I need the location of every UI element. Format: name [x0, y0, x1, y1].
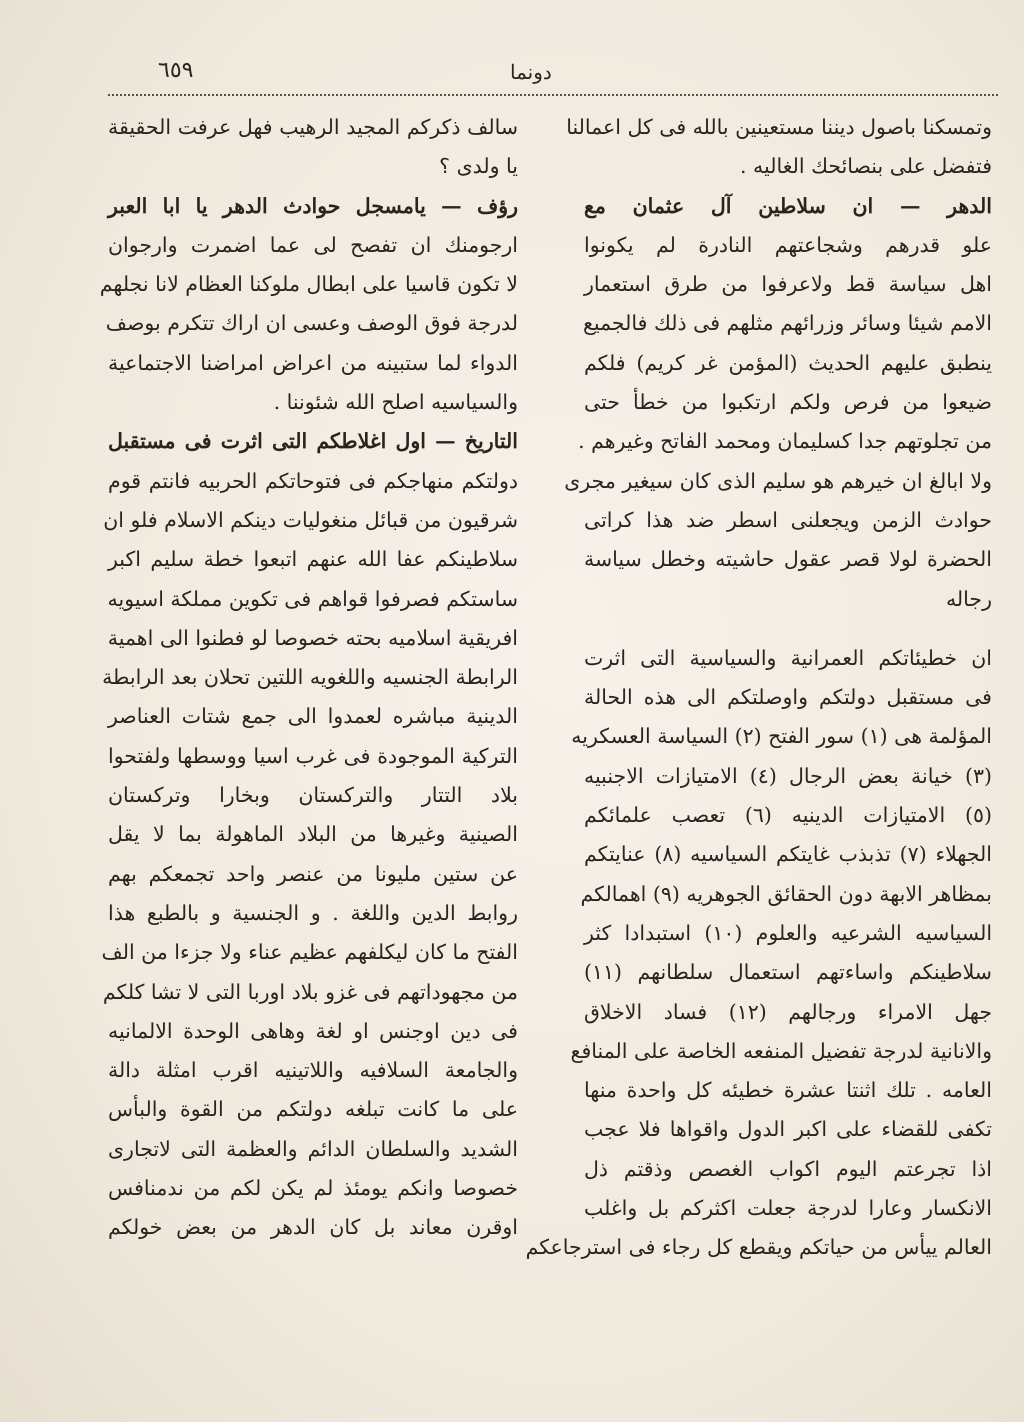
- text-line: التركية الموجودة فى غرب اسيا ووسطها ولفتحوا: [108, 743, 518, 768]
- text-line: فتفضل على بنصائحك الغاليه .: [740, 154, 992, 179]
- paragraph-gap: [584, 619, 992, 639]
- text-line: سالف ذكركم المجيد الرهيب فهل عرفت الحقيقة: [108, 115, 518, 139]
- text-line: يا ولدى ؟: [439, 154, 518, 179]
- text-line: الامم شيئا وسائر وزرائهم مثلهم فى ذلك فالجميع: [582, 311, 992, 336]
- text-line: الانكسار وعارا لدرجة جعلت اكثركم بل واغلب: [584, 1196, 992, 1221]
- header-rule: [108, 94, 998, 96]
- text-line: العالم ييأس من حياتكم ويقطع كل رجاء فى استرجاعكم: [525, 1235, 992, 1260]
- text-line: بلاد التتار والتركستان وبخارا وتركستان: [108, 783, 518, 808]
- text-line: حوادث الزمن ويجعلنى اسطر ضد هذا كراتى: [584, 507, 992, 532]
- text-line: سلاطينكم عفا الله عنهم اتبعوا خطة سليم اكبر: [108, 547, 518, 572]
- text-line: دولتكم منهاجكم فى فتوحاتكم الحربيه فانتم قوم: [108, 468, 518, 493]
- text-line: الجهلاء (٧) تذبذب غايتكم السياسيه (٨) عنايتكم: [584, 842, 992, 867]
- text-line: (٥) الامتيازات الدينيه (٦) تعصب علمائكم: [584, 803, 992, 828]
- text-line: خصوصا وانكم يومئذ لم يكن لكم من ندمنافس: [108, 1176, 518, 1201]
- text-line: (٣) خيانة بعض الرجال (٤) الامتيازات الاجنبيه: [584, 763, 992, 788]
- text-line: السياسيه الشرعيه والعلوم (١٠) استبدادا كثر: [584, 920, 993, 945]
- text-line: والانانية لدرجة تفضيل المنفعه الخاصة على المنافع: [570, 1038, 992, 1063]
- right-text-column: [525, 108, 993, 1268]
- text-line: روابط الدين واللغة . و الجنسية و بالطبع هذا: [108, 900, 518, 925]
- text-line: ان خطيئاتكم العمرانية والسياسية التى اثرت: [584, 645, 992, 670]
- text-line: اذا تجرعتم اليوم اكواب الغصص وذقتم ذل: [584, 1156, 992, 1181]
- text-line: بمظاهر الابهة دون الحقائق الجوهريه (٩) اهمالكم: [580, 881, 992, 906]
- text-line: التاريخ — اول اغلاطكم التى اثرت فى مستقبل: [108, 429, 518, 454]
- text-line: عن ستين مليونا من عنصر واحد تجمعكم بهم: [108, 861, 518, 886]
- text-line: سلاطينكم واساءتهم استعمال سلطانهم (١١): [584, 960, 992, 985]
- text-line: لدرجة فوق الوصف وعسى ان اراك تتكرم بوصف: [105, 311, 518, 336]
- text-line: علو قدرهم وشجاعتهم النادرة لم يكونوا: [584, 232, 992, 257]
- text-line: افريقية اسلاميه بحته خصوصا لو فطنوا الى اهمية: [107, 625, 518, 650]
- text-line: ينطبق عليهم الحديث (المؤمن غر كريم) فلكم: [584, 350, 992, 375]
- left-text-column: [99, 108, 518, 1248]
- text-line: الشديد والسلطان الدائم والعظمة التى لاتجارى: [108, 1136, 518, 1161]
- page-number: ٦٥٩: [158, 58, 194, 83]
- text-line: وتمسكنا باصول ديننا مستعينين بالله فى كل اعمالنا: [566, 115, 992, 139]
- text-line: اهل سياسة قط ولاعرفوا من طرق استعمار: [584, 272, 992, 297]
- text-line: جهل الامراء ورجالهم (١٢) فساد الاخلاق: [584, 999, 992, 1024]
- text-line: شرقيون من قبائل منغوليات دينكم الاسلام فلو ان: [103, 507, 518, 532]
- page-header: [110, 58, 1010, 90]
- text-line: من مجهوداتهم فى غزو بلاد اوربا التى لا تشا كلكم: [102, 979, 518, 1004]
- text-line: الصينية وغيرها من البلاد الماهولة بما لا يقل: [108, 822, 518, 847]
- text-line: والجامعة السلافيه واللاتينيه اقرب امثلة دالة: [108, 1058, 518, 1083]
- text-line: والسياسيه اصلح الله شئوننا .: [273, 390, 518, 415]
- text-line: ارجومنك ان تفصح لى عما اضمرت وارجوان: [108, 232, 518, 257]
- text-line: الرابطة الجنسيه واللغويه اللتين تحلان بعد الرابطة: [102, 665, 518, 690]
- text-line: رؤف — يامسجل حوادث الدهر يا ابا العبر: [108, 193, 518, 218]
- text-line: ولا ابالغ ان خيرهم هو سليم الذى كان سيغير مجرى: [564, 468, 992, 493]
- text-line: الدهر — ان سلاطين آل عثمان مع: [584, 193, 992, 218]
- text-line: فى مستقبل دولتكم واوصلتكم الى هذه الحالة: [584, 685, 992, 710]
- text-line: على ما كانت تبلغه دولتكم من القوة والبأس: [108, 1097, 518, 1122]
- text-line: فى دين اوجنس او لغة وهاهى الوحدة الالمانيه: [108, 1018, 518, 1043]
- text-line: الفتح ما كان ليكلفهم عظيم عناء ولا جزءا من الف: [101, 940, 518, 965]
- text-line: ضيعوا من فرص ولكم ارتكبوا من خطأ حتى: [584, 390, 992, 415]
- running-title: دونما: [510, 60, 552, 84]
- text-line: الدينية مباشره لعمدوا الى جمع شتات العناصر: [108, 704, 518, 729]
- text-line: لا تكون قاسيا على ابطال ملوكنا العظام لانا نجلهم: [99, 272, 518, 297]
- text-line: الحضرة لولا قصر عقول حاشيته وخطل سياسة: [584, 547, 992, 572]
- text-line: ساستكم فصرفوا قواهم فى تكوين مملكة اسيويه: [107, 586, 518, 611]
- text-line: العامه . تلك اثنتا عشرة خطيئه كل واحدة منها: [584, 1078, 992, 1103]
- text-line: المؤلمة هى (١) سور الفتح (٢) السياسة العسكريه: [571, 724, 992, 749]
- text-line: اوقرن معاند بل كان الدهر من بعض خولكم: [108, 1215, 518, 1240]
- text-line: من تجلوتهم جدا كسليمان ومحمد الفاتح وغيرهم .: [578, 429, 992, 454]
- text-line: تكفى للقضاء على اكبر الدول واقواها فلا عجب: [584, 1117, 992, 1142]
- text-line: الدواء لما ستبينه من اعراض امراضنا الاجتماعية: [108, 350, 518, 375]
- text-line: رجاله: [945, 586, 992, 611]
